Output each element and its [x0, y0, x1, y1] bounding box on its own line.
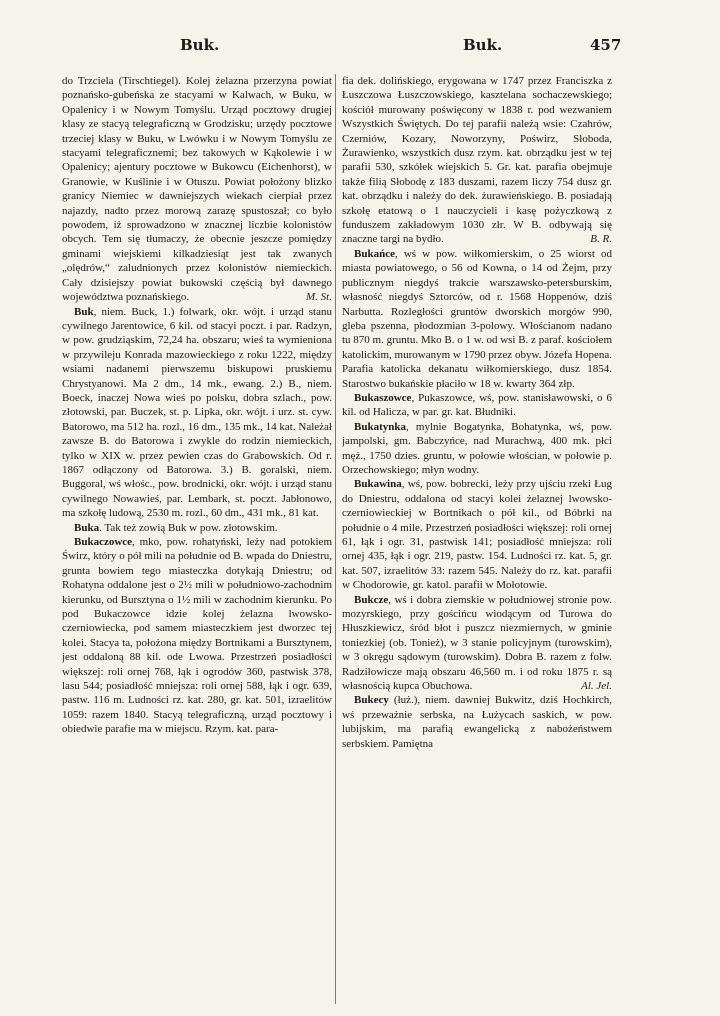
- dictionary-entry: [342, 420, 612, 478]
- entry-headword: Bukecy: [354, 694, 389, 707]
- entry-headword: Bukcze: [354, 593, 389, 606]
- dictionary-entry: [342, 593, 612, 694]
- entry-headword: Buk: [74, 305, 94, 318]
- left-column: [62, 74, 332, 1004]
- page-number: 457: [590, 36, 622, 54]
- entry-headword: Bukatynka: [354, 420, 406, 433]
- continued-text: [62, 74, 332, 305]
- continued-text: [342, 74, 612, 247]
- entry-text: , niem. Buck, 1.) folwark, okr. wójt. i urząd stanu cywilnego Jarentowice, 6 kil. od stacyi poczt. i par. Radzyn, w pow. grudziąskim, 72,24 ha. obszaru; wieś ta wymieniona w przywileju Konrada mazowieckiego z roku 1222, między wsiami nadanemi pierwszemu biskupowi pruskiemu Chrystyanowi. Ma 2 dm., 14 mk., ewang. 2.) B., niem. Boeck, inaczej Nowa wieś po polsku, dobra szlach., pow. złotowski, par. Buczek, st. p. Lipka, okr. wójt. i urz. st. cyw. Batorowo, ma 512 ha. rozl., 16 dm., 135 mk., 14 kat. Należał zawsze B. do Batorowa i zwykle do rodzin niemieckich, tylko w XIX w. przez pewien czas do Grabowskich. Od r. 1867 odłączony od Batorowa. 3.) B. goralski, niem. Buggoral, wś włośc., pow. brodnicki, okr. wójt. i urząd stanu cywilnego Nowawieś, par. Lembark, st. poczt. Jabłonowo, ma szkołę ludową, 2530 m. rozl., 60 dm., 431 mk., 81 kat.: [62, 305, 332, 520]
- running-head-left: Buk.: [180, 36, 220, 54]
- entry-text: , wś, pow. bobrecki, leży przy ujściu rzeki Ług do Dniestru, oddalona od stacyi kolei żelaznej lwowsko-czerniowieckiej w Bortnikach o pół kil., od Bóbrki na południe o 4 mile. Przestrzeń posiadłości większej: roli ornej 61, łąk i ogr. 31, pastwisk 141; posiadłość mniejsza: roli ornej 435, łąk i ogr. 219, pastw. 154. Ludności rz. kat. 5, gr. kat. 507, izraelitów 33: razem 545. Należy do rz. kat. parafii w Chodorowie, gr. katol. parafii w Mołotowie.: [342, 478, 612, 592]
- entry-text: , wś i dobra ziemskie w południowej stronie pow. mozyrskiego, przy gościńcu wiodącym od Turowa do Hłuszkiewicz, śród błot i puszcz niezmiernych, w gminie toniezkiej (ob. Tonież), w 3 stanie policyjnym (turowskim), w 3 okręgu sądowym (turowskim). Dobra B. razem z folw. Radziłowicze mają obszaru 46,560 m. i od roku 1875 r. są własnością kupca Obuchowa.: [342, 593, 612, 693]
- entry-text: , wś w pow. wiłkomierskim, o 25 wiorst od miasta powiatowego, o 56 od Kowna, o 14 od Żejm, przy publicznym niegdyś trakcie warszawsko-petersburskim, własność niegdyś Sztorców, od r. 1568 Hoppenów, dziś Narbutta. Rozległości gruntów dworskich morgów 990, gleba pszenna, płodozmian 3-polowy. Włościanom nadano tu 870 m. gruntu. Mko B. o 1 w. od wsi B. z paraf. kościołem katolickim, murowanym w 1790 przez obyw. Józefa Hopena. Parafia katolicka dekanatu wiłkomierskiego, dusz 1854. Starostwo bukańskie płaciło w 18 w. kwarty 364 złp.: [342, 247, 612, 390]
- dictionary-entry: [342, 247, 612, 391]
- author-signature: B. R.: [590, 233, 612, 246]
- right-column: [342, 74, 612, 1004]
- entry-text: . Tak też zowią Buk w pow. złotowskim.: [99, 521, 278, 534]
- dictionary-entry: [342, 391, 612, 420]
- entry-text: , Pukaszowce, wś, pow. stanisławowski, o 6 kil. od Halicza, w par. gr. kat. Błudniki.: [342, 391, 612, 419]
- dictionary-entry: [342, 477, 612, 592]
- entry-text: , mko, pow. rohatyński, leży nad potokiem Świrz, który o pół mili na południe od B. wpada do Dniestru, grunta bowiem tego miasteczka dotykają Dniestru; od Rohatyna oddalone jest o 2½ mili w południowo-zachodnim kierunku, od Bursztyna o 1½ mili w zachodnim kierunku. Po pod Bukaczowce idzie kolej żelazna lwowsko-czerniowiecka, pod samem miasteczkiem jest dworzec tej kolei. Stacya ta, położona między Bortnikami a Bursztynem, jest oddaloną 88 kil. ode Lwowa. Przestrzeń posiadłości większej: roli ornej 768, łąk i ogrodów 360, pastwisk 378, lasu 544; posiadłość mniejsza: roli ornej 588, łąk i ogr. 639, pastw. 116 m. Ludności rz. kat. 280, gr. kat. 501, izraelitów 1059: razem 1840. Stacyą telegraficzną, urząd pocztowy i obiedwie parafie ma w miejscu. Rzym. kat. para-: [62, 536, 332, 736]
- running-head-center: Buk.: [463, 36, 503, 54]
- dictionary-entry: [62, 535, 332, 737]
- entry-text: do Trzciela (Tirschtiegel). Kolej żelazna przerzyna powiat poznańsko-gubeńska ze stacyami w Kalwach, w Buku, w Opalenicy i w Nowym Tomyślu. Urząd pocztowy drugiej klasy ze stacyą telegraficzną w Grodzisku; urzędy pocztowe trzeciej klasy w Buku, w Lwówku i w Nowym Tomyślu ze stacyami telegraficznemi; bez takowych w Kąkolewie i w Opalenicy; ajentury pocztowe w Bukowcu (Eichenhorst), w Granowie, w Kuślinie i w Otuszu. Powiat położony blizko granicy Niemiec w dawniejszych wiekach cierpiał przez najazdy, nadto przez morową zarazę spustoszał; co było powodem, iż sprowadzono w znacznej liczbie kolonistów obcych. Tem się tłumaczy, że obecnie jeszcze pomiędzy gminami wiejskiemi kilkadziesiąt jest tak zwanych „olędrów,“ zaludnionych przez kolonistów niemieckich. Cały dzisiejszy powiat bukowski częścią był dawnego województwa poznańskiego.: [62, 75, 332, 304]
- author-signature: Al. Jel.: [581, 680, 612, 693]
- entry-headword: Bukaszowce: [354, 391, 412, 404]
- entry-headword: Buka: [74, 521, 100, 534]
- entry-headword: Bukawina: [354, 478, 402, 491]
- dictionary-entry: [62, 521, 332, 535]
- entry-text: (łuż.), niem. dawniej Bukwitz, dziś Hochkirch, wś przeważnie serbska, na Łużycach saskich, w pow. lubijskim, ma parafią ewangelicką z nabożeństwem serbskiem. Pamiętna: [342, 694, 612, 750]
- author-signature: M. St.: [306, 291, 332, 304]
- dictionary-entry: [62, 305, 332, 521]
- entry-headword: Bukaczowce: [74, 536, 133, 548]
- entry-text: , mylnie Bogatynka, Bohatynka, wś, pow. jampolski, gm. Babczyńce, nad Murachwą, 400 mk. płci męż., 1750 dzies. gruntu, w połowie włościan, w połowie p. Orzechowskiego; młyn wodny.: [342, 420, 612, 476]
- dictionary-entry: [342, 693, 612, 751]
- column-divider: [335, 74, 336, 1004]
- entry-headword: Bukańce: [354, 247, 395, 260]
- entry-text: fia dek. dolińskiego, erygowana w 1747 przez Franciszka z Łuszczowa Łuszczowskiego, kasztelana sochaczewskiego; kościół murowany poświęcony w 1838 r. pod wezwaniem Wszystkich Świętych. Do tej parafii należą wsie: Czahrów, Czerniów, Kozary, Noworzyny, Poświrz, Słoboda, Żurawienko, wszystkich dusz rzym. kat. obrządku jest w tej parafii 530, szkółek wiejskich 5. Gr. kat. parafia obejmuje także filią Słobodę z 183 duszami, razem liczy 754 dusz gr. kat. obrządku i należy do dek. żurawieńskiego. B. posiadają szkołę etatową o 1 nauczycieli i kasę pożyczkową z funduszem zakładowym 1030 złr. W B. odbywają się znaczne targi na bydło.: [342, 75, 612, 246]
